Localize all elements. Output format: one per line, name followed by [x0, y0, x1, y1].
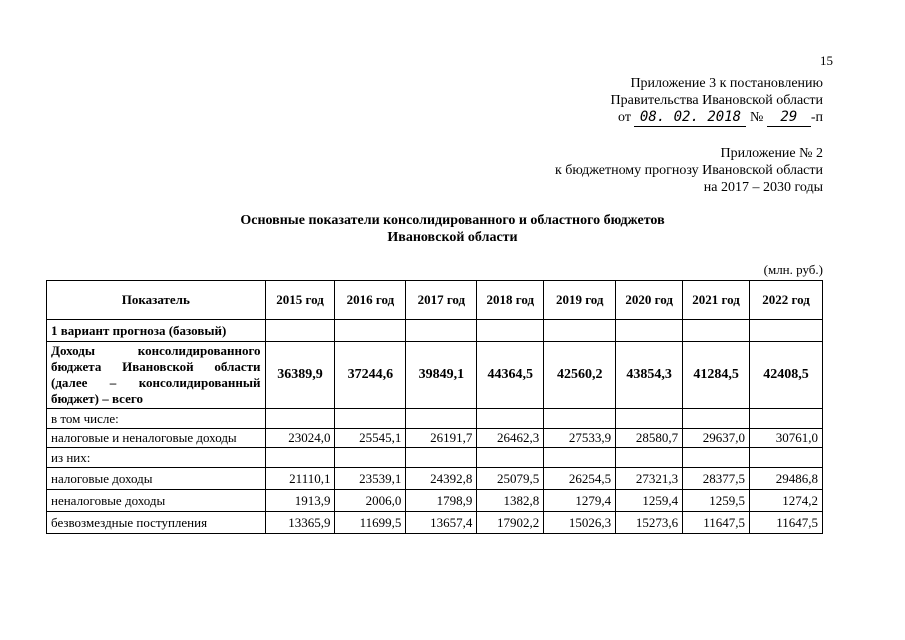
table-cell: 1259,5	[683, 490, 750, 512]
decree-date: 08. 02. 2018	[634, 109, 746, 127]
tax-nontax-label: налоговые и неналоговые доходы	[47, 429, 266, 448]
gratuitous-label: безвозмездные поступления	[47, 512, 266, 534]
header-row	[47, 281, 823, 320]
table-cell: 26254,5	[544, 468, 616, 490]
annex-line-2: Правительства Ивановской области	[610, 93, 823, 108]
table-cell: 1798,9	[406, 490, 477, 512]
table-cell: 39849,1	[406, 342, 477, 409]
nontax-row	[47, 490, 823, 512]
table-cell: 21110,1	[265, 468, 335, 490]
including-row	[47, 409, 823, 429]
table-cell: 42560,2	[544, 342, 616, 409]
table-cell: 23539,1	[335, 468, 406, 490]
table-cell: 29637,0	[683, 429, 750, 448]
table-cell: 27321,3	[616, 468, 683, 490]
table-cell: 2006,0	[335, 490, 406, 512]
header-2018: 2018 год	[477, 281, 544, 320]
table-cell: 15026,3	[544, 512, 616, 534]
table-cell: 25545,1	[335, 429, 406, 448]
table-cell: 36389,9	[265, 342, 335, 409]
annex-decree-line	[611, 109, 823, 127]
including-label: в том числе:	[47, 409, 266, 429]
table-cell: 42408,5	[750, 342, 823, 409]
decree-number: 29	[767, 109, 811, 127]
revenue-total-row	[47, 342, 823, 409]
table-cell: 37244,6	[335, 342, 406, 409]
table-cell: 30761,0	[750, 429, 823, 448]
annex-header	[611, 75, 823, 127]
table-cell: 23024,0	[265, 429, 335, 448]
document-title	[0, 212, 905, 246]
decree-suffix: -п	[810, 110, 823, 125]
table-cell: 13657,4	[406, 512, 477, 534]
variant-row	[47, 320, 823, 342]
header-2015: 2015 год	[265, 281, 335, 320]
title-line-1: Основные показатели консолидированного и областного бюджетов	[240, 213, 665, 228]
title-line-2: Ивановской области	[387, 230, 518, 245]
annex2-line-3: на 2017 – 2030 годы	[703, 180, 823, 195]
table-cell: 1279,4	[544, 490, 616, 512]
nontax-label: неналоговые доходы	[47, 490, 266, 512]
revenue-total-label: Доходы консолидированного бюджета Ивановской области (далее – консолидированный бюджет) – всего	[47, 342, 266, 409]
table-cell: 29486,8	[750, 468, 823, 490]
table-cell: 44364,5	[477, 342, 544, 409]
number-label: №	[749, 110, 764, 125]
table-cell: 26462,3	[477, 429, 544, 448]
table-cell: 27533,9	[544, 429, 616, 448]
annex2-line-2: к бюджетному прогнозу Ивановской области	[554, 163, 823, 178]
table-cell: 1382,8	[477, 490, 544, 512]
header-indicator: Показатель	[47, 281, 266, 320]
header-2020: 2020 год	[616, 281, 683, 320]
table-cell: 28580,7	[616, 429, 683, 448]
tax-row	[47, 468, 823, 490]
table-cell: 24392,8	[406, 468, 477, 490]
header-2016: 2016 год	[335, 281, 406, 320]
of-which-label: из них:	[47, 448, 266, 468]
annex-line-1: Приложение 3 к постановлению	[630, 76, 823, 91]
table-cell: 26191,7	[406, 429, 477, 448]
table-cell: 1913,9	[265, 490, 335, 512]
table-cell: 41284,5	[683, 342, 750, 409]
table-cell: 13365,9	[265, 512, 335, 534]
annex2-header	[555, 145, 823, 196]
of-which-row	[47, 448, 823, 468]
table-cell: 43854,3	[616, 342, 683, 409]
from-label: от	[618, 110, 631, 125]
budget-table	[46, 280, 823, 534]
page-number: 15	[820, 53, 833, 68]
tax-nontax-row	[47, 429, 823, 448]
header-2019: 2019 год	[544, 281, 616, 320]
table-cell: 25079,5	[477, 468, 544, 490]
variant-label: 1 вариант прогноза (базовый)	[47, 320, 266, 342]
tax-label: налоговые доходы	[47, 468, 266, 490]
header-2021: 2021 год	[683, 281, 750, 320]
table-cell: 11647,5	[683, 512, 750, 534]
gratuitous-row	[47, 512, 823, 534]
table-cell: 11647,5	[750, 512, 823, 534]
table-cell: 17902,2	[477, 512, 544, 534]
table-cell: 1274,2	[750, 490, 823, 512]
table-cell: 15273,6	[616, 512, 683, 534]
table-cell: 11699,5	[335, 512, 406, 534]
header-2022: 2022 год	[750, 281, 823, 320]
units-label: (млн. руб.)	[763, 262, 823, 277]
table-cell: 28377,5	[683, 468, 750, 490]
header-2017: 2017 год	[406, 281, 477, 320]
table-cell: 1259,4	[616, 490, 683, 512]
annex2-line-1: Приложение № 2	[720, 146, 823, 161]
